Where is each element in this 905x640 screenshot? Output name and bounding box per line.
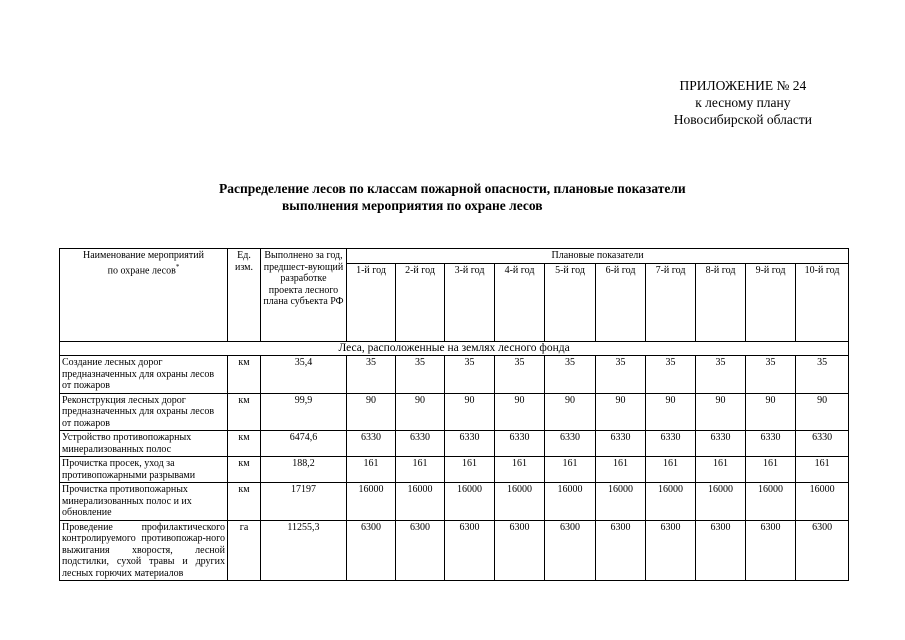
row-done: 99,9 [261, 393, 347, 431]
row-done: 188,2 [261, 457, 347, 483]
row-value: 90 [696, 393, 746, 431]
header-year: 10-й год [796, 263, 849, 341]
header-row-1 [60, 249, 849, 264]
row-value: 161 [545, 457, 596, 483]
header-name-line1: Наименование мероприятий [83, 250, 204, 261]
row-value: 6300 [746, 520, 796, 581]
table-row [60, 431, 849, 457]
header-year: 7-й год [646, 263, 696, 341]
row-value: 161 [596, 457, 646, 483]
row-value: 6330 [746, 431, 796, 457]
row-value: 6330 [596, 431, 646, 457]
row-value: 6330 [646, 431, 696, 457]
row-unit: га [228, 520, 261, 581]
header-planned: Плановые показатели [347, 249, 849, 264]
header-year: 2-й год [396, 263, 445, 341]
row-value: 6300 [545, 520, 596, 581]
row-value: 90 [796, 393, 849, 431]
appendix-region: Новосибирской области [673, 112, 812, 127]
row-value: 35 [746, 356, 796, 394]
header-unit [228, 249, 261, 342]
row-value: 6300 [696, 520, 746, 581]
row-value: 6330 [495, 431, 545, 457]
header-name-line2: по охране лесов [107, 264, 176, 276]
row-value: 6330 [545, 431, 596, 457]
table-row [60, 457, 849, 483]
row-value: 16000 [596, 483, 646, 521]
row-name: Прочистка просек, уход за противопожарными разрывами [60, 457, 228, 483]
row-unit: км [228, 393, 261, 431]
row-unit: км [228, 483, 261, 521]
section-title: Леса, расположенные на землях лесного фонда [60, 341, 849, 356]
row-done: 6474,6 [261, 431, 347, 457]
row-name: Проведение профилактического контролируемого противопожар-ного выжигания хворостя, лесной подстилки, сухой травы и других лесных горючих материалов [60, 520, 228, 581]
header-name-mark: * [175, 262, 180, 271]
row-value: 35 [396, 356, 445, 394]
row-value: 16000 [445, 483, 495, 521]
row-value: 35 [445, 356, 495, 394]
row-name: Реконструкция лесных дорог предназначенных для охраны лесов от пожаров [60, 393, 228, 431]
row-value: 16000 [746, 483, 796, 521]
row-value: 90 [495, 393, 545, 431]
row-value: 6330 [696, 431, 746, 457]
row-value: 6300 [445, 520, 495, 581]
row-unit: км [228, 356, 261, 394]
appendix-number: ПРИЛОЖЕНИЕ № 24 [679, 78, 807, 93]
row-value: 35 [596, 356, 646, 394]
row-done: 11255,3 [261, 520, 347, 581]
row-value: 161 [495, 457, 545, 483]
row-value: 6300 [347, 520, 396, 581]
row-value: 35 [495, 356, 545, 394]
row-name: Устройство противопожарных минерализованных полос [60, 431, 228, 457]
row-name: Создание лесных дорог предназначенных для охраны лесов от пожаров [60, 356, 228, 394]
row-unit: км [228, 431, 261, 457]
row-value: 161 [746, 457, 796, 483]
row-value: 90 [545, 393, 596, 431]
row-value: 90 [746, 393, 796, 431]
row-value: 6300 [596, 520, 646, 581]
row-value: 161 [445, 457, 495, 483]
row-value: 6300 [646, 520, 696, 581]
appendix-heading [674, 77, 812, 128]
row-name: Прочистка противопожарных минерализованных полос и их обновление [60, 483, 228, 521]
header-name [60, 249, 228, 342]
row-value: 16000 [796, 483, 849, 521]
row-value: 16000 [495, 483, 545, 521]
appendix-doc: к лесному плану [695, 95, 791, 110]
row-value: 6300 [796, 520, 849, 581]
table-row [60, 356, 849, 394]
row-value: 6330 [396, 431, 445, 457]
row-value: 16000 [396, 483, 445, 521]
header-year: 9-й год [746, 263, 796, 341]
section-row [60, 341, 849, 356]
row-unit: км [228, 457, 261, 483]
table-row [60, 393, 849, 431]
row-value: 6330 [445, 431, 495, 457]
row-value: 35 [696, 356, 746, 394]
header-year: 8-й год [696, 263, 746, 341]
row-value: 35 [646, 356, 696, 394]
row-value: 90 [347, 393, 396, 431]
row-value: 6300 [495, 520, 545, 581]
header-unit-line1: Ед. [237, 250, 251, 261]
header-year: 5-й год [545, 263, 596, 341]
row-value: 161 [696, 457, 746, 483]
row-value: 16000 [646, 483, 696, 521]
row-value: 161 [347, 457, 396, 483]
row-value: 35 [347, 356, 396, 394]
row-value: 6300 [396, 520, 445, 581]
row-value: 161 [396, 457, 445, 483]
header-year: 1-й год [347, 263, 396, 341]
header-year: 4-й год [495, 263, 545, 341]
title-line-1: Распределение лесов по классам пожарной опасности, плановые показатели [219, 181, 686, 196]
table-row [60, 520, 849, 581]
row-done: 17197 [261, 483, 347, 521]
row-value: 16000 [696, 483, 746, 521]
row-value: 6330 [796, 431, 849, 457]
row-value: 35 [545, 356, 596, 394]
header-done: Выполнено за год, предшест-вующий разработке проекта лесного плана субъекта РФ [261, 249, 347, 342]
row-value: 90 [396, 393, 445, 431]
row-value: 161 [796, 457, 849, 483]
title-line-2: выполнения мероприятия по охране лесов [282, 198, 543, 213]
table-row [60, 483, 849, 521]
row-value: 16000 [545, 483, 596, 521]
row-value: 90 [445, 393, 495, 431]
fire-measures-table [59, 248, 849, 581]
row-value: 16000 [347, 483, 396, 521]
row-done: 35,4 [261, 356, 347, 394]
header-unit-line2: изм. [235, 261, 253, 273]
row-value: 6330 [347, 431, 396, 457]
header-year: 6-й год [596, 263, 646, 341]
row-value: 161 [646, 457, 696, 483]
header-year: 3-й год [445, 263, 495, 341]
row-value: 90 [596, 393, 646, 431]
row-value: 35 [796, 356, 849, 394]
row-value: 90 [646, 393, 696, 431]
